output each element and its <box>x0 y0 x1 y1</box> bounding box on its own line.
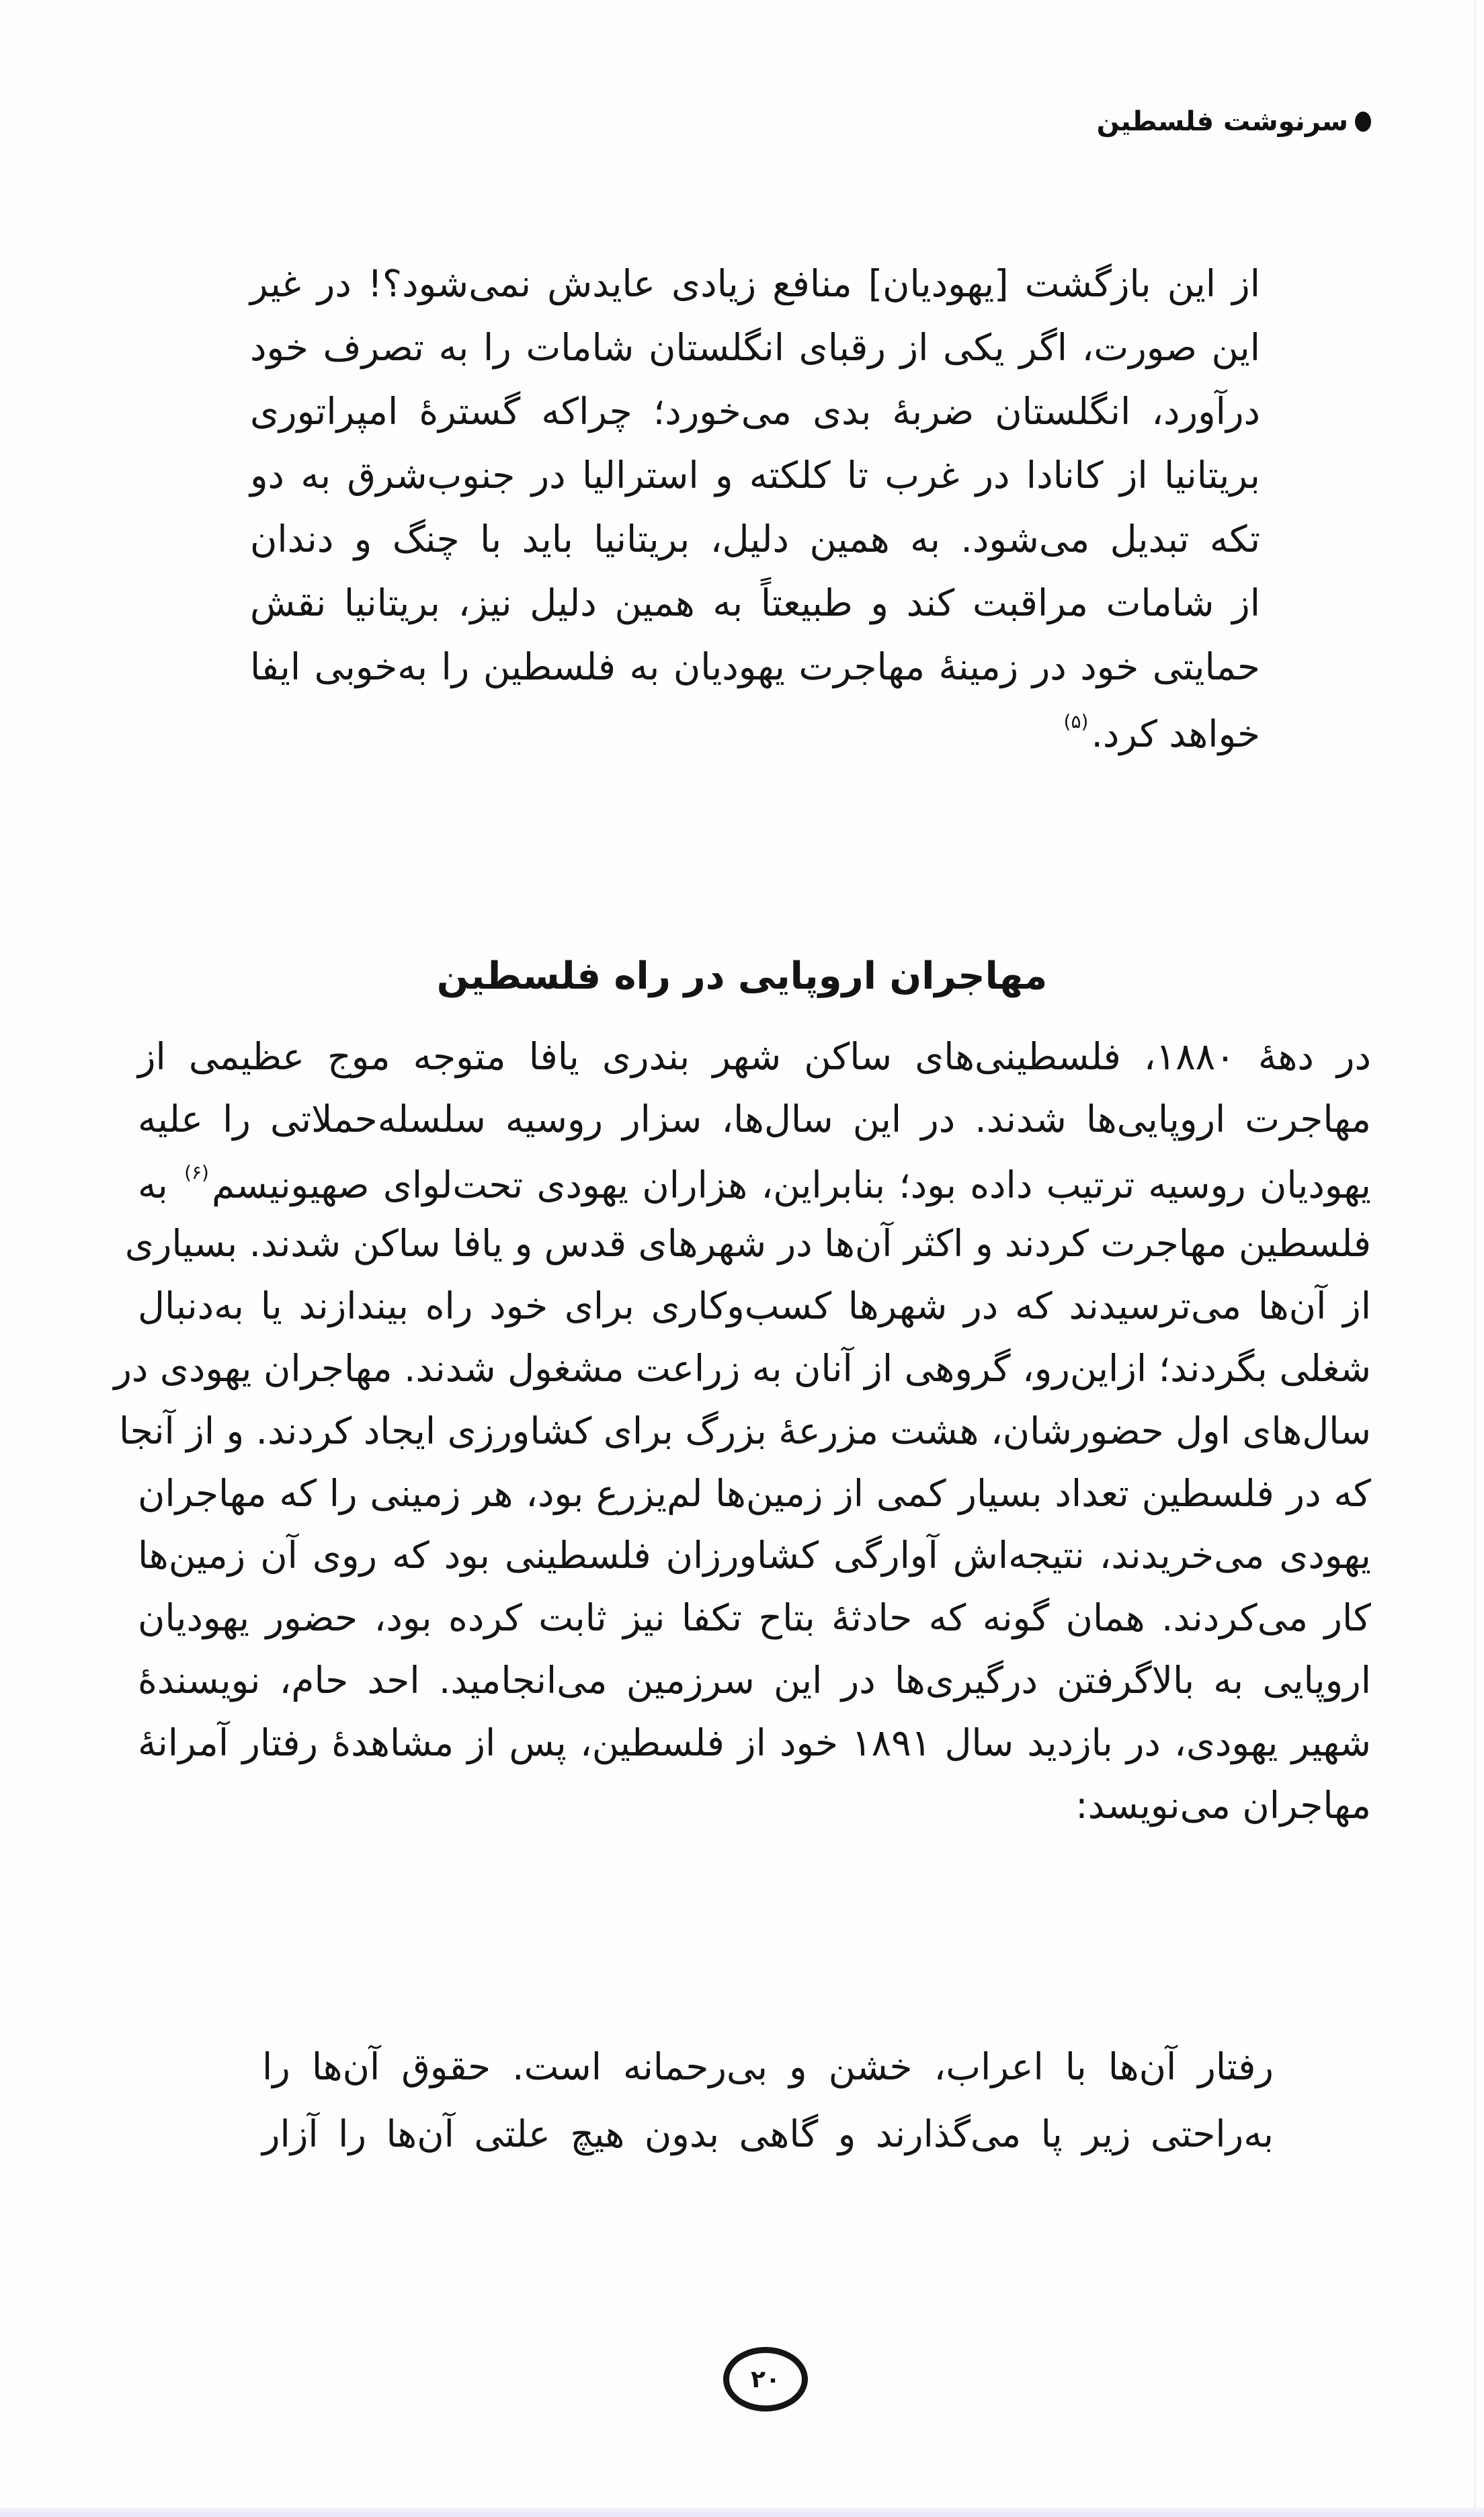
bullet-icon <box>1355 112 1371 132</box>
book-title: سرنوشت فلسطین <box>1096 106 1348 137</box>
quote-line: بریتانیا از کانادا در غرب تا کلکته و استرالیا در جنوب‌شرق به دو <box>250 454 1260 497</box>
quote-line: از شامات مراقبت کند و طبیعتاً به همین دلیل نیز، بریتانیا نقش <box>250 581 1260 624</box>
quote-line: به‌راحتی زیر پا می‌گذارند و گاهی بدون هیچ علتی آن‌ها را آزار <box>262 2112 1274 2155</box>
quote-line-last <box>250 712 1260 776</box>
footnote-ref-5[interactable]: (۵) <box>1063 710 1089 733</box>
body-paragraph <box>114 1035 1371 1849</box>
paragraph-line: در دههٔ ۱۸۸۰، فلسطینی‌های ساکن شهر بندری یافا متوجه موج عظیمی از <box>138 1035 1371 1078</box>
paragraph-line-tail: به <box>138 1163 182 1206</box>
quote-line: رفتار آن‌ها با اعراب، خشن و بی‌رحمانه است. حقوق آن‌ها را <box>262 2045 1274 2088</box>
block-quote-1 <box>250 262 1260 776</box>
paragraph-line: کار می‌کردند. همان گونه که حادثهٔ بتاح تکفا نیز ثابت کرده بود، حضور یهودیان <box>138 1596 1371 1640</box>
paragraph-line: مهاجرت اروپایی‌ها شدند. در این سال‌ها، سزار روسیه سلسله‌حملاتی را علیه <box>138 1097 1371 1141</box>
section-heading: مهاجران اروپایی در راه فلسطین <box>436 954 1048 998</box>
page-number-badge <box>723 2347 808 2411</box>
paragraph-line: فلسطین مهاجرت کردند و اکثر آن‌ها در شهرهای قدس و یافا ساکن شدند. بسیاری <box>124 1222 1371 1266</box>
quote-line: از این بازگشت [یهودیان] منافع زیادی عایدش نمی‌شود؟! در غیر <box>250 262 1260 305</box>
paragraph-line-text: یهودیان روسیه ترتیب داده بود؛ بنابراین، هزاران یهودی تحت‌لوای صهیونیسم <box>211 1163 1371 1206</box>
page-number: ۲۰ <box>751 2365 780 2393</box>
page-edge-bottom <box>0 2508 1484 2517</box>
page-edge <box>1474 0 1476 2517</box>
quote-line: تکه تبدیل می‌شود. به همین دلیل، بریتانیا باید با چنگ و دندان <box>250 518 1260 561</box>
paragraph-line: شهیر یهودی، در بازدید سال ۱۸۹۱ خود از فلسطین، پس از مشاهدهٔ رفتار آمرانهٔ <box>138 1721 1371 1764</box>
paragraph-line: سال‌های اول حضورشان، هشت مزرعهٔ بزرگ برای کشاورزی ایجاد کردند. و از آنجا <box>118 1409 1371 1452</box>
paragraph-line: یهودی می‌خریدند، نتیجه‌اش آوارگی کشاورزان فلسطینی بود که روی آن زمین‌ها <box>138 1534 1371 1577</box>
paragraph-line: اروپایی به بالاگرفتن درگیری‌ها در این سرزمین می‌انجامید. احد حام، نویسندهٔ <box>138 1658 1371 1702</box>
quote-line-text: خواهد کرد. <box>1091 712 1260 755</box>
running-head <box>1097 106 1371 137</box>
paragraph-line: که در فلسطین تعداد بسیار کمی از زمین‌ها لم‌یزرع بود، هر زمینی را که مهاجران <box>138 1471 1371 1515</box>
paragraph-line: شغلی بگردند؛ ازاین‌رو، گروهی از آنان به زراعت مشغول شدند. مهاجران یهودی در <box>114 1346 1371 1390</box>
footnote-ref-6[interactable]: (۶) <box>184 1161 209 1184</box>
paragraph-line: از آن‌ها می‌ترسیدند که در شهرها کسب‌وکاری برای خود راه بیندازند یا به‌دنبال <box>138 1284 1371 1328</box>
quote-line: درآورد، انگلستان ضربهٔ بدی می‌خورد؛ چراکه گسترهٔ امپراتوری <box>250 390 1260 433</box>
quote-line: حمایتی خود در زمینهٔ مهاجرت یهودیان به فلسطین را به‌خوبی ایفا <box>250 645 1260 688</box>
paragraph-line-last: مهاجران می‌نویسد: <box>1075 1783 1371 1827</box>
quote-line: این صورت، اگر یکی از رقبای انگلستان شامات را به تصرف خود <box>250 326 1260 369</box>
paragraph-line <box>138 1163 1371 1226</box>
block-quote-2 <box>262 2045 1274 2183</box>
